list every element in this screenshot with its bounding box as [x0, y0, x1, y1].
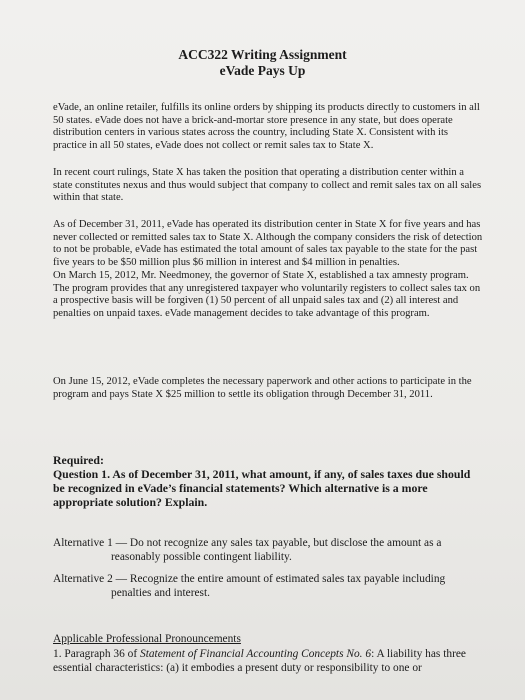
alternative-2 — [53, 572, 483, 600]
pronouncement-item-1-title: Statement of Financial Accounting Concepts No. 6 — [140, 648, 372, 660]
pronouncements-heading: Applicable Professional Pronouncements — [53, 633, 241, 645]
alternative-1-label: Alternative 1 — — [53, 537, 128, 549]
question-1: Question 1. As of December 31, 2011, what amount, if any, of sales taxes due should be recognized in eVade’s financial statements? Which alternative is a more appropriate solution? Explain. — [53, 467, 471, 509]
alternative-2-line1: Recognize the entire amount of estimated sales tax payable including — [127, 573, 446, 585]
pronouncement-item-1-prefix: 1. Paragraph 36 of — [53, 648, 140, 660]
alternative-2-label: Alternative 2 — — [53, 573, 128, 585]
pronouncement-item-1 — [53, 647, 493, 675]
paragraph-amnesty: On March 15, 2012, Mr. Needmoney, the governor of State X, established a tax amnesty program. The program provides that any unregistered taxpayer who voluntarily registers to collect sales tax on a prospective basis will be forgiven (1) 50 percent of all unpaid sales tax and (2) all interest and penalties on unpaid taxes. eVade management decides to take advantage of this program. — [53, 270, 481, 319]
alternative-1-line2: reasonably possible contingent liability. — [111, 551, 292, 563]
case-subtitle: eVade Pays Up — [219, 63, 306, 78]
required-heading: Required: — [53, 453, 104, 467]
assignment-title: ACC322 Writing Assignment — [178, 47, 347, 62]
pronouncement-item-1-suffix: : A liability has three essential characteristics: (a) it embodies a present duty or responsibility to one or — [53, 648, 466, 674]
paragraph-intro: eVade, an online retailer, fulfills its online orders by shipping its products directly to customers in all 50 states. eVade does not have a brick-and-mortar store presence in any state, but does operate distribution centers in various states across the country, including State X. Consistent with its practice in all 50 states, eVade does not collect or remit sales tax to State X. — [53, 102, 480, 151]
alternative-2-line2: penalties and interest. — [111, 587, 211, 599]
paragraph-estimate: As of December 31, 2011, eVade has operated its distribution center in State X for five years and has never collected or remitted sales tax to State X. Although the company considers the risk of detection to not be probable, eVade has estimated the total amount of sales tax payable to the state for the past five years to be $50 million plus $6 million in interest and $4 million in penalties. — [53, 219, 483, 268]
paragraph-court-rulings: In recent court rulings, State X has taken the position that operating a distribution center within a state constitutes nexus and thus would subject that company to collect and remit sales tax on all sales within that state. — [53, 167, 482, 204]
alternative-1 — [53, 536, 483, 564]
paragraph-settlement: On June 15, 2012, eVade completes the necessary paperwork and other actions to participate in the program and pays State X $25 million to settle its obligation through December 31, 2011. — [53, 376, 472, 400]
alternative-1-line1: Do not recognize any sales tax payable, but disclose the amount as a — [127, 537, 442, 549]
